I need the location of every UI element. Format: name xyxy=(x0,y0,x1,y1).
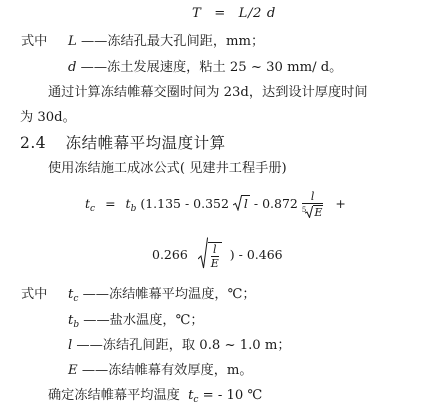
formula-T-lhs: T xyxy=(192,6,202,21)
formula-T-rhs: L/2 d xyxy=(238,6,276,21)
conclusion-value: = - 10 ℃ xyxy=(202,388,263,403)
formula-tc-line1 xyxy=(85,190,346,230)
formula-part4: ) - 0.466 xyxy=(229,247,283,262)
sqrt-l-arg: l xyxy=(243,196,248,211)
sqrt-frac xyxy=(208,242,222,269)
frac-l-over-root5E xyxy=(302,191,324,218)
where-l-line xyxy=(68,337,291,355)
var-d-desc: ——冻土发展速度，粘土 25 ~ 30 mm/ d。 xyxy=(80,60,343,75)
formula-tb: t xyxy=(125,196,131,211)
para1-line2 xyxy=(20,109,76,127)
conclusion-tc: t xyxy=(188,388,194,403)
root-E: E xyxy=(314,206,323,219)
var-L: L xyxy=(68,34,77,49)
var-tc: t xyxy=(68,287,74,302)
sqrt-frac-num: l xyxy=(213,243,217,256)
formula-T xyxy=(192,5,276,23)
section-number: 2.4 xyxy=(20,134,47,152)
var-L-desc: ——冻结孔最大孔间距，mm； xyxy=(80,34,265,49)
var-E: E xyxy=(68,363,78,378)
where-label-1 xyxy=(21,33,47,51)
var-tb: t xyxy=(68,313,74,328)
var-tc-sub: c xyxy=(73,294,79,304)
conclusion-line xyxy=(48,387,262,409)
para1-line1 xyxy=(48,84,368,102)
where-tc-line xyxy=(68,286,256,308)
formula-tb-sub: b xyxy=(130,204,137,214)
radical-icon xyxy=(198,237,208,269)
sqrt-frac-den: E xyxy=(210,257,219,270)
where-label-2 xyxy=(21,286,47,304)
formula-plus: + xyxy=(335,196,346,211)
var-l: l xyxy=(68,338,73,353)
formula-tc-eq: = xyxy=(105,196,116,211)
sqrt-l-over-E xyxy=(198,237,222,273)
root-index: 5 xyxy=(301,206,307,214)
para1-text-1: 通过计算冻结帷幕交圈时间为 23d，达到设计厚度时间 xyxy=(48,85,368,100)
para1-text-2: 为 30d。 xyxy=(20,110,76,125)
radical-icon xyxy=(233,195,242,211)
where-label-text: 式中 xyxy=(21,34,48,49)
formula-tc-lhs: t xyxy=(85,196,91,211)
var-l-desc: ——冻结孔间距，取 0.8 ~ 1.0 m； xyxy=(76,338,291,353)
formula-part2: - 0.872 xyxy=(253,196,298,211)
frac-denominator xyxy=(302,205,324,218)
var-tc-desc: ——冻结帷幕平均温度，℃； xyxy=(82,287,256,302)
formula-tc-line2 xyxy=(152,237,283,277)
sqrt-l xyxy=(233,190,250,218)
conclusion-text: 确定冻结帷幕平均温度 xyxy=(48,388,180,403)
var-d: d xyxy=(68,60,77,75)
para2-text-1: 使用冻结施工成冰公式( 见建井工程手册) xyxy=(48,161,287,176)
formula-part3: 0.266 xyxy=(152,247,188,262)
conclusion-tc-sub: c xyxy=(193,395,199,405)
frac-numerator: l xyxy=(310,190,315,203)
section-heading xyxy=(20,134,226,152)
para2-line1 xyxy=(48,160,287,178)
formula-T-eq: = xyxy=(214,6,226,21)
section-title: 冻结帷幕平均温度计算 xyxy=(65,134,226,152)
var-tb-sub: b xyxy=(73,320,80,330)
var-tb-desc: ——盐水温度，℃； xyxy=(83,313,204,328)
where-L-line xyxy=(68,33,264,51)
where-d-line xyxy=(68,59,342,77)
formula-tc-lhs-sub: c xyxy=(90,204,96,214)
where-E-line xyxy=(68,362,253,380)
where-tb-line xyxy=(68,312,204,334)
formula-part1: (1.135 - 0.352 xyxy=(140,196,229,211)
where-label-text: 式中 xyxy=(21,287,48,302)
frac-bar xyxy=(302,203,324,204)
var-E-desc: ——冻结帷幕有效厚度，m。 xyxy=(81,363,253,378)
